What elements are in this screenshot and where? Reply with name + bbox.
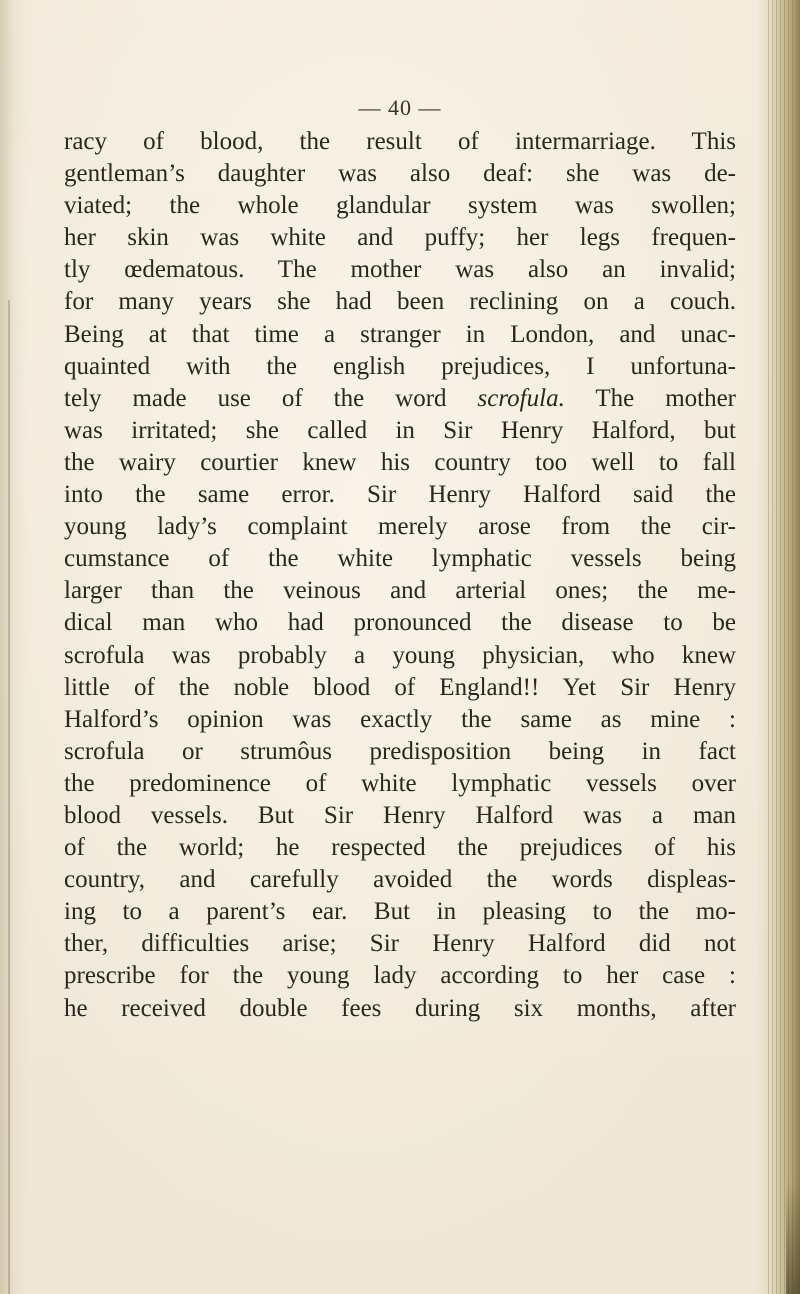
text-line-1: racy of blood, the result of intermarriage. This xyxy=(64,128,736,155)
text-line-8: quainted with the english prejudices, I unfortuna- xyxy=(64,352,736,380)
text-line-15: larger than the veinous and arterial ones; the me- xyxy=(64,577,736,605)
text-line-10: was irritated; she called in Sir Henry Halford, but xyxy=(64,416,736,444)
text-line-2: gentleman’s daughter was also deaf: she was de- xyxy=(64,160,736,188)
text-line-16: dical man who had pronounced the disease to be xyxy=(64,609,736,637)
text-line-23: of the world; he respected the prejudices of his xyxy=(64,834,736,862)
text-line-28: he received double fees during six months, after xyxy=(64,994,736,1022)
page-edge-lines xyxy=(768,0,794,1294)
text-line-12: into the same error. Sir Henry Halford said the xyxy=(64,481,736,509)
text-line-22: blood vessels. But Sir Henry Halford was a man xyxy=(64,801,736,829)
text-line-9-before: tely made use of the word xyxy=(64,384,478,412)
text-line-9 xyxy=(64,383,736,415)
text-line-13: young lady’s complaint merely arose from the cir- xyxy=(64,513,736,541)
text-line-20: scrofula or strumôus predisposition being in fact xyxy=(64,737,736,765)
text-line-5: tly œdematous. The mother was also an invalid; xyxy=(64,256,736,284)
binding-gutter-shadow xyxy=(0,0,28,1294)
page-number: — 40 — xyxy=(358,95,442,120)
text-line-26: ther, difficulties arise; Sir Henry Halford did not xyxy=(64,930,736,958)
page-edge-shadow xyxy=(786,1180,800,1294)
text-line-25: ing to a parent’s ear. But in pleasing to the mo- xyxy=(64,898,736,926)
text-line-21: the predominence of white lymphatic vessels over xyxy=(64,769,736,797)
text-line-18: little of the noble blood of England!! Yet Sir Henry xyxy=(64,673,736,701)
body-text xyxy=(64,126,736,1025)
text-line-14: cumstance of the white lymphatic vessels being xyxy=(64,545,736,573)
text-line-19: Halford’s opinion was exactly the same as mine : xyxy=(64,705,736,733)
text-line-7: Being at that time a stranger in London, and unac- xyxy=(64,320,736,348)
text-line-27: prescribe for the young lady according to her case : xyxy=(64,962,736,990)
text-line-11: the wairy courtier knew his country too well to fall xyxy=(64,448,736,476)
text-line-24: country, and carefully avoided the words displeas- xyxy=(64,866,736,894)
text-line-17: scrofula was probably a young physician, who knew xyxy=(64,641,736,669)
italic-word-scrofula: scrofula. xyxy=(477,384,565,412)
text-line-3: viated; the whole glandular system was swollen; xyxy=(64,192,736,220)
text-line-6: for many years she had been reclining on a couch. xyxy=(64,288,736,316)
binding-gutter-line xyxy=(8,300,10,1294)
text-line-4: her skin was white and puffy; her legs frequen- xyxy=(64,224,736,252)
text-line-9-after: The mother xyxy=(564,384,737,412)
